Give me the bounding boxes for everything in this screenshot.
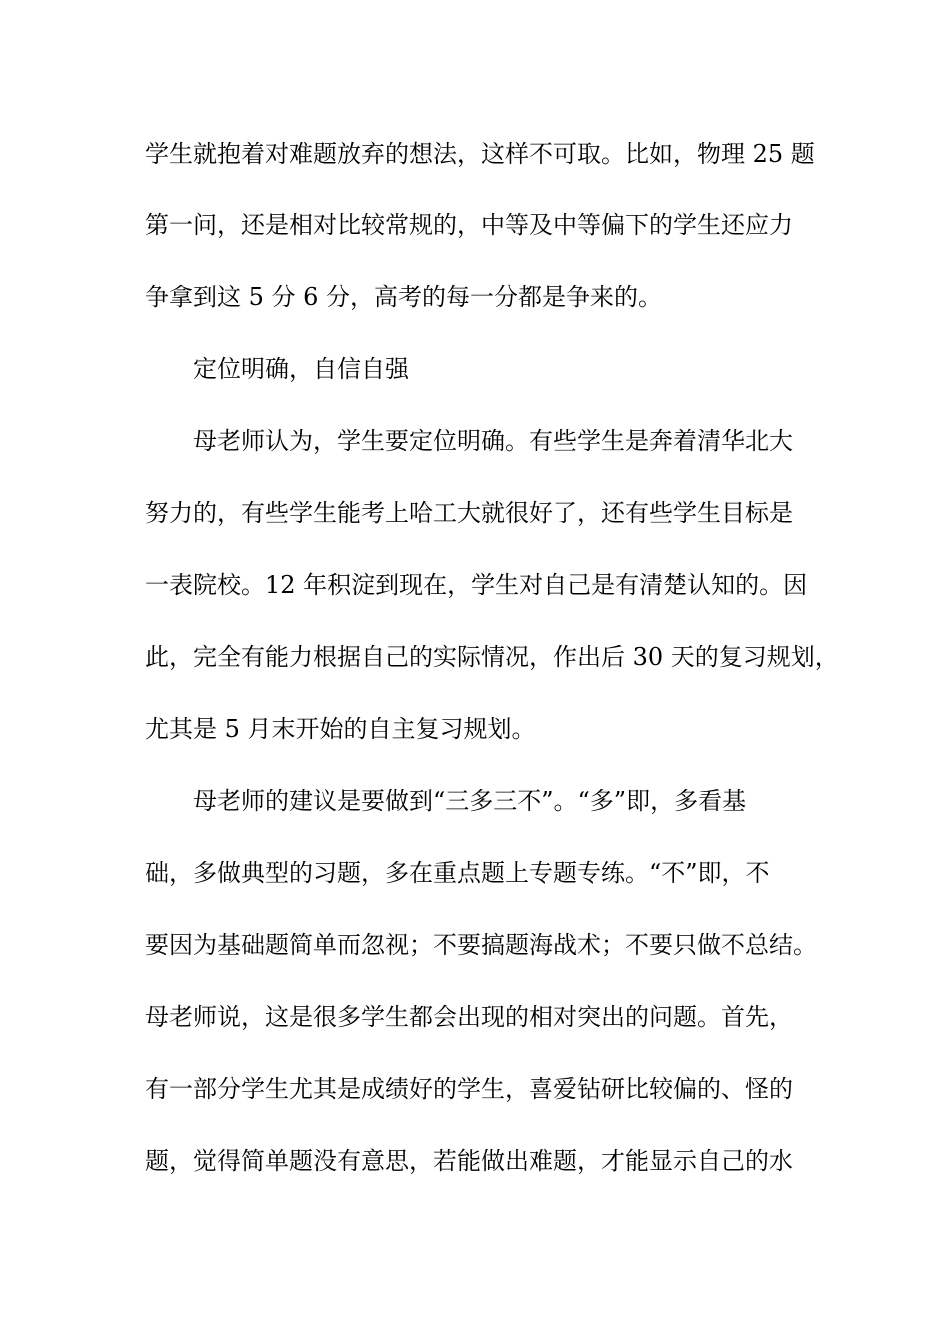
paragraph-line: 础，多做典型的习题，多在重点题上专题专练。“不”即，不 [145, 859, 770, 887]
paragraph-line: 题，觉得简单题没有意思，若能做出难题，才能显示自己的水 [145, 1147, 793, 1175]
paragraph-line: 有一部分学生尤其是成绩好的学生，喜爱钻研比较偏的、怪的 [145, 1075, 793, 1103]
paragraph-line: 第一问，还是相对比较常规的，中等及中等偏下的学生还应力 [145, 211, 793, 239]
paragraph-line: 尤其是 5 月末开始的自主复习规划。 [145, 715, 536, 743]
paragraph-line: 一表院校。12 年积淀到现在，学生对自己是有清楚认知的。因 [145, 571, 808, 599]
paragraph-line: 此，完全有能力根据自己的实际情况，作出后 30 天的复习规划， [145, 643, 839, 671]
section-heading: 定位明确，自信自强 [193, 355, 409, 383]
paragraph-line: 争拿到这 5 分 6 分，高考的每一分都是争来的。 [145, 283, 663, 311]
paragraph-line: 母老师说，这是很多学生都会出现的相对突出的问题。首先， [145, 1003, 793, 1031]
paragraph-line: 母老师的建议是要做到“三多三不”。“多”即，多看基 [193, 787, 747, 815]
paragraph-line: 要因为基础题简单而忽视；不要搞题海战术；不要只做不总结。 [145, 931, 817, 959]
paragraph-line: 母老师认为，学生要定位明确。有些学生是奔着清华北大 [193, 427, 793, 455]
paragraph-line: 学生就抱着对难题放弃的想法，这样不可取。比如，物理 25 题 [145, 140, 815, 168]
paragraph-line: 努力的，有些学生能考上哈工大就很好了，还有些学生目标是 [145, 499, 793, 527]
